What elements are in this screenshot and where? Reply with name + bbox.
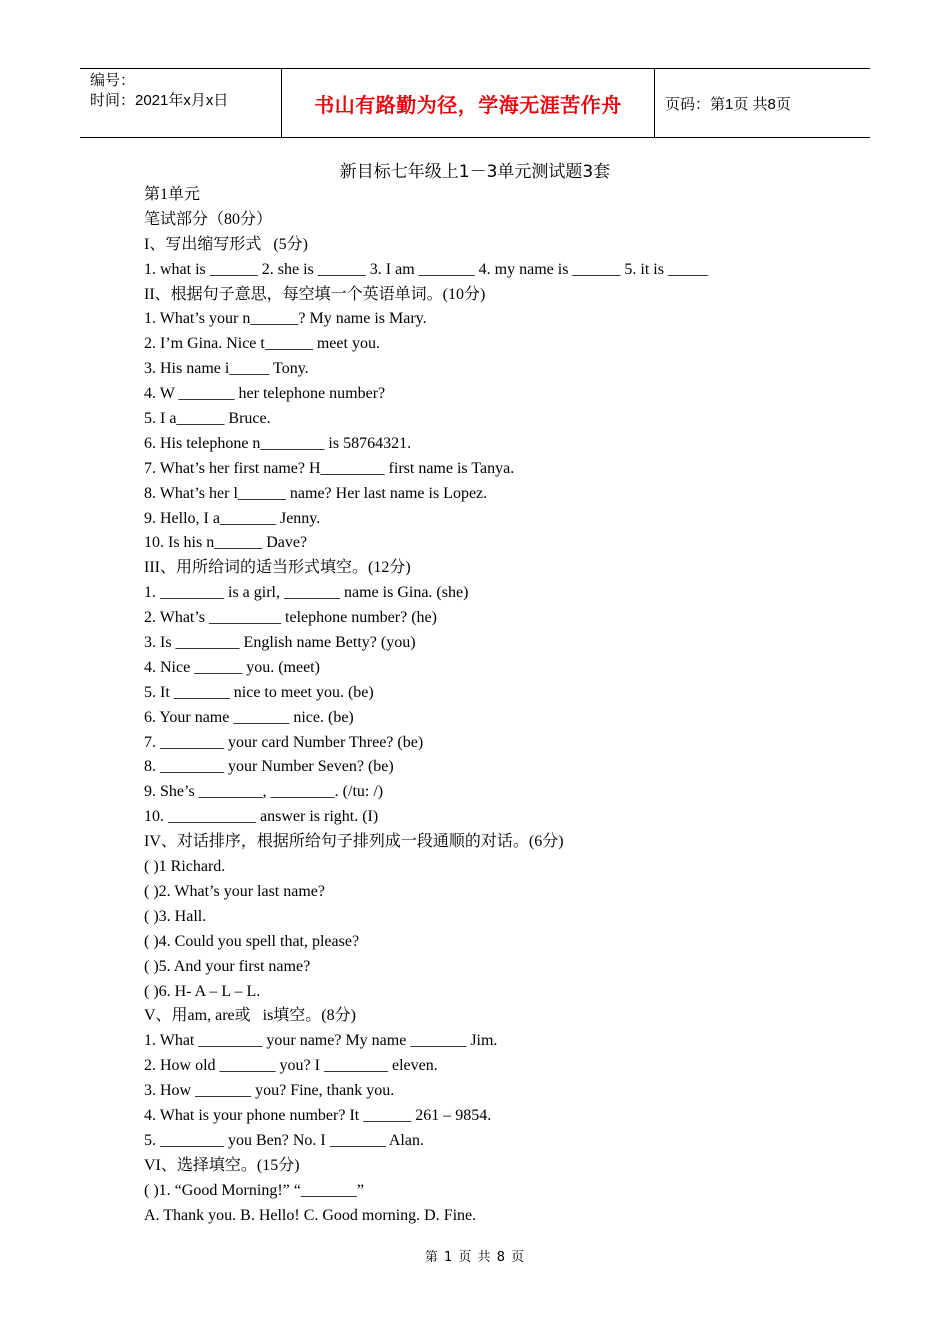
document-body	[144, 183, 864, 1228]
text-line: 3. How _______ you? Fine, thank you.	[144, 1082, 395, 1100]
number-label: 编号：	[90, 72, 136, 89]
text-line: 6. His telephone n________ is 58764321.	[144, 434, 412, 452]
text-line: 3. His name i_____ Tony.	[144, 360, 309, 378]
text-line: 4. W _______ her telephone number?	[144, 385, 386, 403]
text-line: 1. what is ______ 2. she is ______ 3. I am _______ 4. my name is ______ 5. it is _____	[144, 260, 708, 278]
text-line: ( )1 Richard.	[144, 858, 226, 876]
text-line: 10. ___________ answer is right. (I)	[144, 808, 379, 826]
text-line: 4. What is your phone number? It ______ 261 – 9854.	[144, 1106, 492, 1124]
text-line: VI、选择填空。(15分)	[144, 1156, 300, 1174]
text-line: 5. It _______ nice to meet you. (be)	[144, 683, 374, 701]
text-line: A. Thank you. B. Hello! C. Good morning. D. Fine.	[144, 1206, 477, 1224]
text-line: III、用所给词的适当形式填空。(12分)	[144, 559, 411, 577]
text-line: 5. ________ you Ben? No. I _______ Alan.	[144, 1131, 424, 1149]
text-line: ( )2. What’s your last name?	[144, 882, 325, 900]
page-title: 新目标七年级上1－3单元测试题3套	[339, 162, 611, 182]
text-line: 9. She’s ________, ________. (/tu: /)	[144, 783, 384, 801]
text-line: 2. I’m Gina. Nice t______ meet you.	[144, 335, 380, 353]
text-line: 8. What’s her l______ name? Her last name is Lopez.	[144, 484, 488, 502]
text-line: 1. ________ is a girl, _______ name is Gina. (she)	[144, 584, 469, 602]
text-line: IV、对话排序，根据所给句子排列成一段通顺的对话。(6分)	[144, 833, 564, 851]
text-line: 8. ________ your Number Seven? (be)	[144, 758, 394, 776]
text-line: 7. ________ your card Number Three? (be)	[144, 733, 424, 751]
text-line: 4. Nice ______ you. (meet)	[144, 658, 320, 676]
text-line: 2. How old _______ you? I ________ eleven.	[144, 1057, 438, 1075]
header-motto: 书山有路勤为径，学海无涯苦作舟	[314, 92, 622, 117]
header-table	[80, 68, 870, 138]
header-divider	[654, 69, 655, 137]
text-line: I、写出缩写形式 (5分)	[144, 235, 308, 253]
text-line: ( )3. Hall.	[144, 907, 207, 925]
text-line: 2. What’s _________ telephone number? (he)	[144, 609, 437, 627]
page-footer: 第 1 页 共 8 页	[424, 1250, 526, 1265]
header-left-cell	[90, 71, 228, 111]
text-line: 第1单元	[144, 186, 201, 203]
text-line: V、用am, are或 is填空。(8分)	[144, 1007, 356, 1025]
text-line: 10. Is his n______ Dave?	[144, 534, 308, 552]
text-line: 7. What’s her first name? H________ first name is Tanya.	[144, 459, 515, 477]
time-label: 时间：2021年x月x日	[90, 92, 229, 109]
text-line: ( )1. “Good Morning!” “_______”	[144, 1181, 364, 1199]
text-line: 1. What ________ your name? My name _______ Jim.	[144, 1032, 498, 1050]
text-line: ( )6. H- A – L – L.	[144, 982, 261, 1000]
text-line: 笔试部分（80分）	[144, 210, 273, 228]
text-line: 9. Hello, I a_______ Jenny.	[144, 509, 321, 527]
text-line: ( )4. Could you spell that, please?	[144, 932, 360, 950]
text-line: 6. Your name _______ nice. (be)	[144, 708, 354, 726]
text-line: 5. I a______ Bruce.	[144, 410, 271, 428]
text-line: 1. What’s your n______? My name is Mary.	[144, 310, 427, 328]
text-line: ( )5. And your first name?	[144, 957, 311, 975]
text-line: 3. Is ________ English name Betty? (you)	[144, 634, 416, 652]
header-page-info: 页码：第1页 共8页	[665, 95, 791, 113]
text-line: II、根据句子意思，每空填一个英语单词。(10分)	[144, 285, 486, 303]
